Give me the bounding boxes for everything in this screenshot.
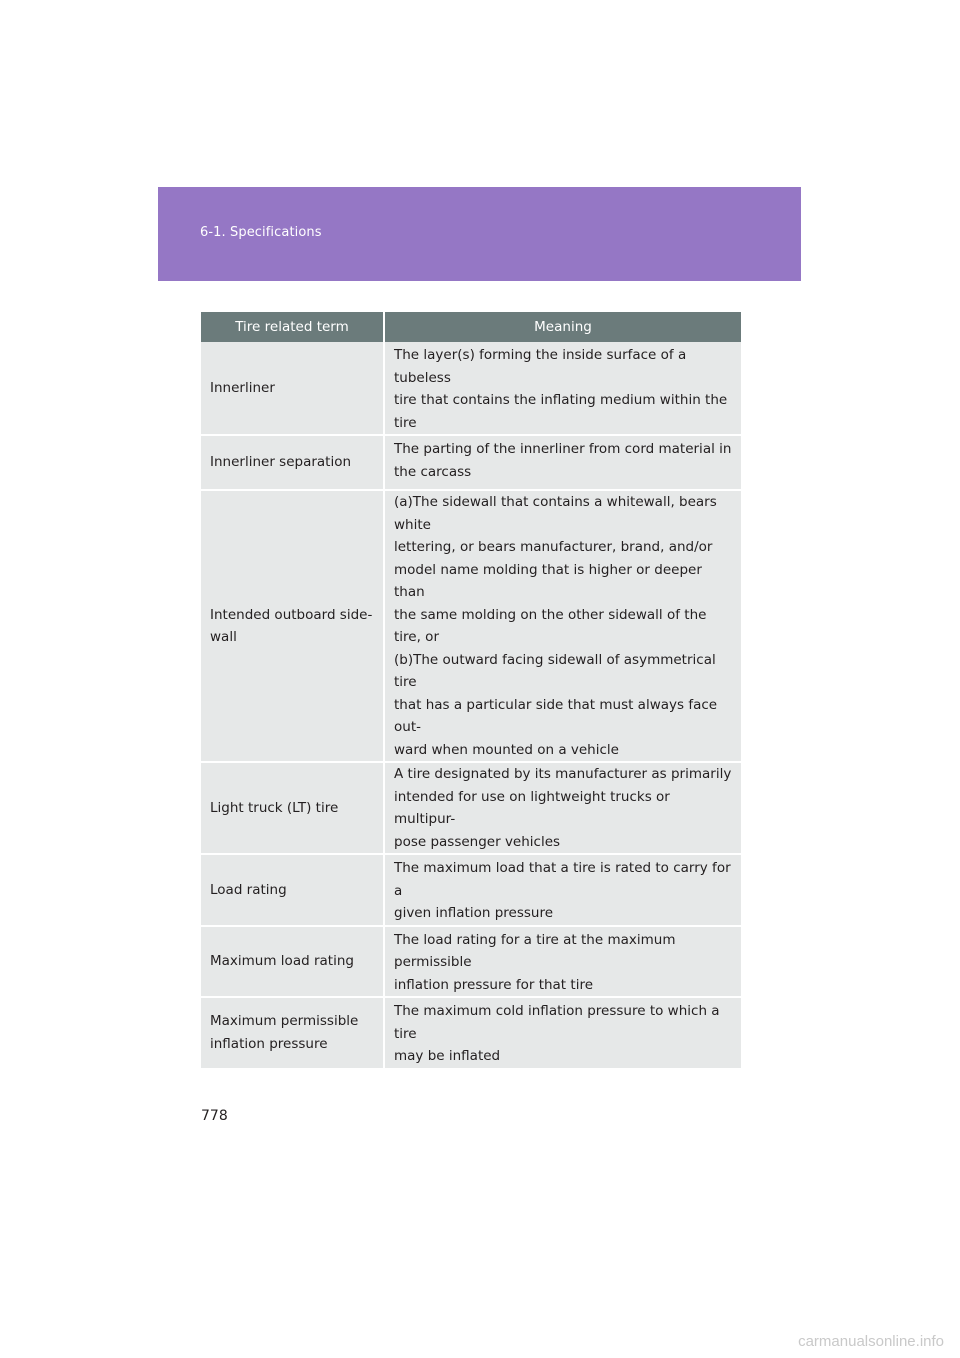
meaning-cell <box>384 997 741 1069</box>
meaning-cell <box>384 926 741 998</box>
tire-terms-table <box>201 312 741 1070</box>
term-text: Load rating <box>210 881 287 898</box>
meaning-text: The load rating for a tire at the maximum permissible inflation pressure for that tire <box>394 931 676 993</box>
meaning-text: The layer(s) forming the inside surface of a tubeless tire that contains the inflating medium within the tire <box>394 347 728 431</box>
meaning-text: The parting of the innerliner from cord material in the carcass <box>394 441 732 480</box>
term-text: Maximum permissible inflation pressure <box>210 1013 359 1052</box>
section-title: 6-1. Specifications <box>200 225 322 240</box>
term-cell <box>201 762 384 854</box>
table-row <box>201 435 741 490</box>
column-header-meaning: Meaning <box>384 312 741 342</box>
term-text: Maximum load rating <box>210 953 354 969</box>
table-row <box>201 762 741 854</box>
table-row <box>201 490 741 762</box>
term-cell <box>201 926 384 998</box>
column-header-term: Tire related term <box>201 312 384 342</box>
meaning-text: A tire designated by its manufacturer as primarily intended for use on lightweight trucks or multipur- pose passenger vehicles <box>394 766 732 850</box>
term-text: Intended outboard side- wall <box>210 606 373 645</box>
section-banner <box>158 187 801 281</box>
meaning-cell <box>384 435 741 490</box>
term-cell <box>201 435 384 490</box>
term-cell <box>201 997 384 1069</box>
table-row <box>201 342 741 435</box>
table-row <box>201 854 741 926</box>
meaning-cell <box>384 854 741 926</box>
watermark-text: carmanualsonline.info <box>798 1333 944 1350</box>
meaning-text: The maximum load that a tire is rated to carry for a given inflation pressure <box>394 860 731 921</box>
meaning-cell <box>384 342 741 435</box>
term-cell <box>201 342 384 435</box>
term-cell <box>201 490 384 762</box>
page-number: 778 <box>201 1108 228 1124</box>
table-row <box>201 926 741 998</box>
meaning-cell <box>384 490 741 762</box>
term-text: Light truck (LT) tire <box>210 799 339 816</box>
table-row <box>201 997 741 1069</box>
term-cell <box>201 854 384 926</box>
table-header-row <box>201 312 741 342</box>
term-text: Innerliner separation <box>210 454 352 471</box>
meaning-text: (a)The sidewall that contains a whitewall, bears white lettering, or bears manufacturer, brand, and/or model name molding that is higher or deeper than the same molding on the other sidewall of the tire, or (b)The outward facing sidewall of asymmetrical tire that has a particular side that must always face out- ward when mounted on a vehicle <box>394 494 718 758</box>
meaning-cell <box>384 762 741 854</box>
meaning-text: The maximum cold inflation pressure to which a tire may be inflated <box>394 1003 720 1064</box>
term-text: Innerliner <box>210 379 275 396</box>
